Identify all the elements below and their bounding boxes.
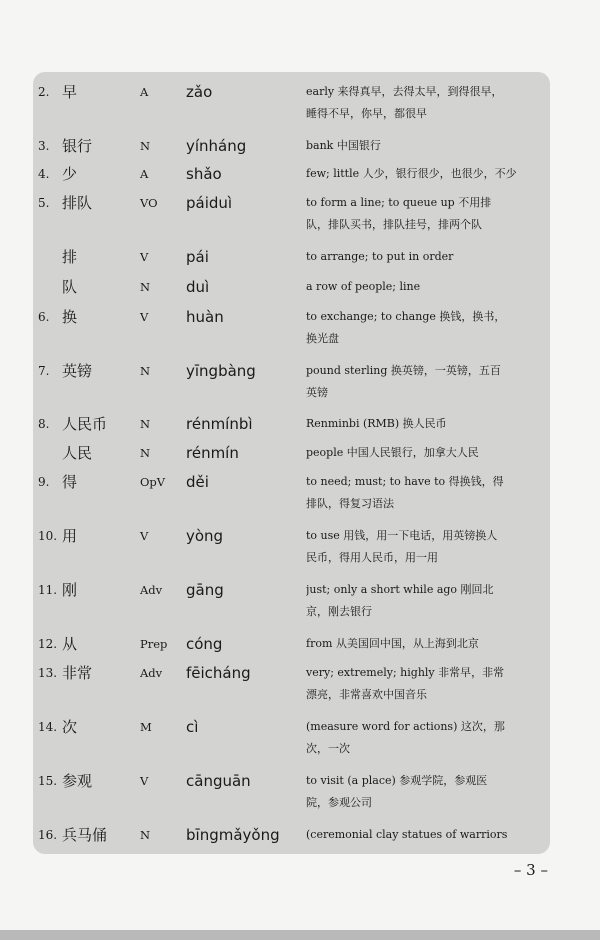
entry-number: 8.: [38, 417, 50, 431]
page-number: – 3 –: [513, 861, 548, 879]
entry-hanzi: 兵马俑: [62, 826, 108, 844]
entry-definition: [306, 162, 544, 185]
entry-number: 6.: [38, 310, 50, 324]
entry-number: 7.: [38, 364, 50, 378]
entry-part-of-speech: N: [140, 139, 151, 153]
entry-definition: [306, 470, 544, 515]
entry-part-of-speech: A: [140, 167, 149, 181]
entry-number: 4.: [38, 167, 50, 181]
entry-part-of-speech: N: [140, 446, 151, 460]
definition-line: 换光盘: [306, 332, 339, 345]
definition-line: bank 中国银行: [306, 139, 381, 152]
definition-line: few; little 人少，银行很少，也很少，不少: [306, 167, 517, 180]
entry-pinyin: bīngmǎyǒng: [186, 826, 280, 844]
entry-number: 9.: [38, 475, 50, 489]
entry-hanzi: 次: [62, 718, 78, 736]
entry-number: 11.: [38, 583, 58, 597]
definition-line: 次，一次: [306, 742, 350, 755]
entry-pinyin: gāng: [186, 581, 224, 599]
entry-definition: [306, 412, 544, 435]
entry-hanzi: 参观: [62, 772, 93, 790]
entry-pinyin: zǎo: [186, 83, 213, 101]
entry-pinyin: pái: [186, 248, 209, 266]
entry-hanzi: 银行: [62, 137, 93, 155]
entry-definition: [306, 715, 544, 760]
entry-definition: [306, 275, 544, 298]
entry-hanzi: 排: [62, 248, 78, 266]
definition-line: pound sterling 换英镑，一英镑，五百: [306, 364, 501, 377]
entry-pinyin: yòng: [186, 527, 224, 545]
definition-line: to arrange; to put in order: [306, 250, 454, 263]
entry-pinyin: duì: [186, 278, 210, 296]
definition-line: 漂亮，非常喜欢中国音乐: [306, 688, 427, 701]
definition-line: just; only a short while ago 刚回北: [306, 583, 494, 596]
definition-line: 排队，得复习语法: [306, 497, 394, 510]
entry-pinyin: cì: [186, 718, 199, 736]
entry-number: 3.: [38, 139, 50, 153]
entry-definition: [306, 524, 544, 569]
entry-hanzi: 少: [62, 165, 78, 183]
definition-line: early 来得真早，去得太早，到得很早，: [306, 85, 503, 98]
entry-number: 16.: [38, 828, 58, 842]
entry-part-of-speech: M: [140, 720, 152, 734]
entry-number: 12.: [38, 637, 58, 651]
entry-part-of-speech: Adv: [140, 666, 163, 680]
entry-hanzi: 人民: [62, 444, 93, 462]
entry-pinyin: rénmínbì: [186, 415, 253, 433]
entry-part-of-speech: A: [140, 85, 149, 99]
definition-line: (measure word for actions) 这次，那: [306, 720, 505, 733]
definition-line: to visit (a place) 参观学院，参观医: [306, 774, 488, 787]
entry-hanzi: 从: [62, 635, 78, 653]
entry-number: 2.: [38, 85, 50, 99]
entry-part-of-speech: V: [140, 310, 149, 324]
entry-definition: [306, 305, 544, 350]
entry-hanzi: 队: [62, 278, 78, 296]
entry-hanzi: 用: [62, 527, 78, 545]
entry-number: 10.: [38, 529, 58, 543]
entry-part-of-speech: V: [140, 529, 149, 543]
definition-line: Renminbi (RMB) 换人民币: [306, 417, 447, 430]
entry-definition: [306, 245, 544, 268]
entry-hanzi: 英镑: [62, 362, 93, 380]
entry-part-of-speech: N: [140, 417, 151, 431]
definition-line: from 从美国回中国，从上海到北京: [306, 637, 479, 650]
entry-number: 5.: [38, 196, 50, 210]
entry-hanzi: 换: [62, 308, 78, 326]
entry-definition: [306, 134, 544, 157]
definition-line: 京，刚去银行: [306, 605, 372, 618]
definition-line: people 中国人民银行，加拿大人民: [306, 446, 479, 459]
entry-pinyin: yīngbàng: [186, 362, 256, 380]
entry-number: 13.: [38, 666, 58, 680]
definition-line: 民币，得用人民币，用一用: [306, 551, 438, 564]
entry-part-of-speech: N: [140, 280, 151, 294]
definition-line: to exchange; to change 换钱，换书，: [306, 310, 506, 323]
entry-pinyin: fēicháng: [186, 664, 251, 682]
entry-definition: [306, 661, 544, 706]
entry-pinyin: páiduì: [186, 194, 233, 212]
entry-part-of-speech: V: [140, 250, 149, 264]
entry-hanzi: 刚: [62, 581, 78, 599]
definition-line: a row of people; line: [306, 280, 421, 293]
entry-definition: [306, 359, 544, 404]
entry-part-of-speech: N: [140, 364, 151, 378]
entry-pinyin: děi: [186, 473, 209, 491]
entry-part-of-speech: V: [140, 774, 149, 788]
entry-hanzi: 得: [62, 473, 78, 491]
entry-hanzi: 人民币: [62, 415, 108, 433]
entry-part-of-speech: OpV: [140, 475, 166, 489]
definition-line: to need; must; to have to 得换钱，得: [306, 475, 504, 488]
entry-part-of-speech: Adv: [140, 583, 163, 597]
entry-pinyin: shǎo: [186, 165, 222, 183]
entry-definition: [306, 578, 544, 623]
entry-hanzi: 排队: [62, 194, 93, 212]
entry-definition: [306, 632, 544, 655]
entry-pinyin: cānguān: [186, 772, 251, 790]
definition-line: (ceremonial clay statues of warriors: [306, 828, 508, 841]
entry-definition: [306, 191, 544, 236]
entry-definition: [306, 441, 544, 464]
definition-line: 英镑: [306, 386, 328, 399]
entry-pinyin: huàn: [186, 308, 224, 326]
entry-hanzi: 非常: [62, 664, 93, 682]
definition-line: very; extremely; highly 非常早，非常: [306, 666, 505, 679]
definition-line: 院，参观公司: [306, 796, 372, 809]
entry-number: 15.: [38, 774, 58, 788]
entry-number: 14.: [38, 720, 58, 734]
entry-pinyin: cóng: [186, 635, 223, 653]
entry-part-of-speech: N: [140, 828, 151, 842]
page-bottom-edge: [0, 930, 600, 940]
entry-hanzi: 早: [62, 83, 78, 101]
definition-line: to use 用钱，用一下电话，用英镑换人: [306, 529, 498, 542]
entry-part-of-speech: VO: [140, 196, 158, 210]
entry-pinyin: yínháng: [186, 137, 247, 155]
definition-line: 睡得不早，你早，都很早: [306, 107, 427, 120]
entry-definition: [306, 80, 544, 125]
definition-line: to form a line; to queue up 不用排: [306, 196, 492, 209]
entry-part-of-speech: Prep: [140, 637, 168, 651]
definition-line: 队，排队买书，排队挂号，排两个队: [306, 218, 482, 231]
entry-definition: [306, 823, 544, 846]
entry-pinyin: rénmín: [186, 444, 239, 462]
entry-definition: [306, 769, 544, 814]
